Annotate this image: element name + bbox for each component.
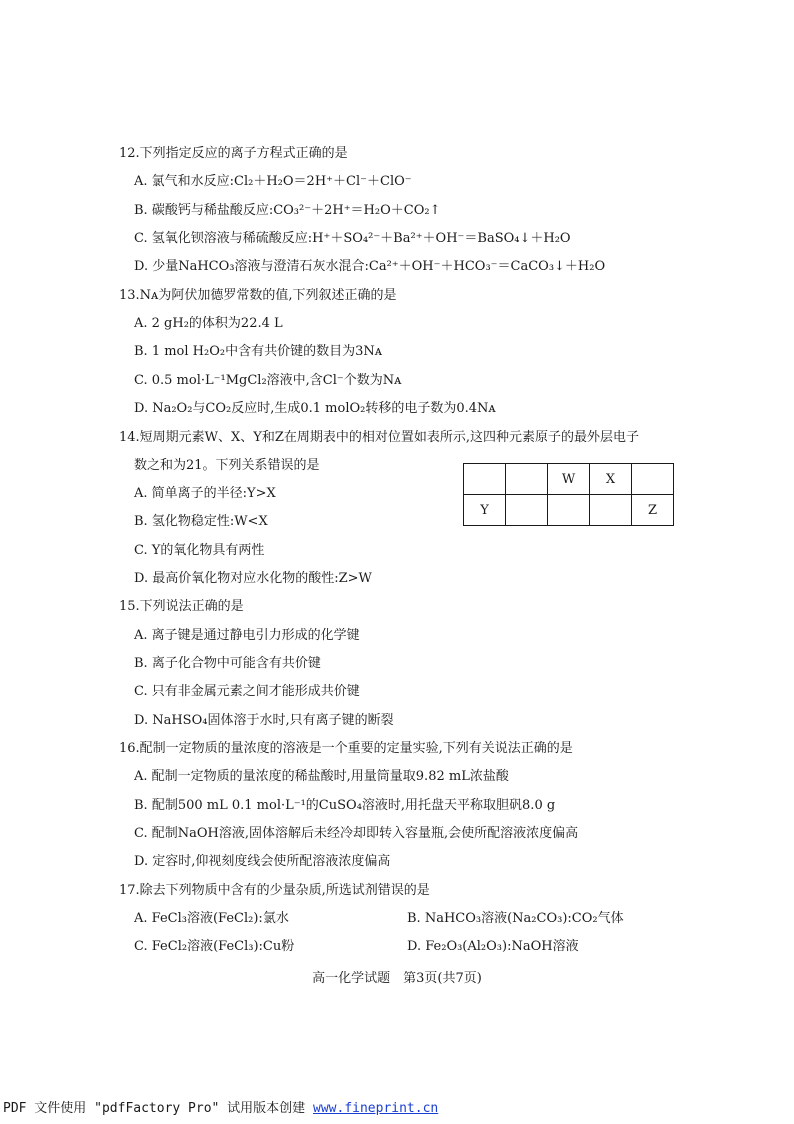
q15-option-b: B. 离子化合物中可能含有共价键	[134, 656, 321, 671]
q16-option-a: A. 配制一定物质的量浓度的稀盐酸时,用量筒量取9.82 mL浓盐酸	[134, 769, 509, 784]
q15-option-d: D. NaHSO₄固体溶于水时,只有离子键的断裂	[134, 713, 394, 728]
q17-option-a: A. FeCl₃溶液(FeCl₂):氯水	[134, 911, 289, 926]
q13-option-a: A. 2 gH₂的体积为22.4 L	[134, 316, 283, 331]
pdf-generator-note	[3, 1097, 438, 1116]
q12-option-a: A. 氯气和水反应:Cl₂＋H₂O＝2H⁺＋Cl⁻＋ClO⁻	[134, 174, 412, 189]
q14-stem-line2: 数之和为21。下列关系错误的是	[134, 458, 320, 473]
q14-option-c: C. Y的氧化物具有两性	[134, 543, 265, 558]
q12-option-d: D. 少量NaHCO₃溶液与澄清石灰水混合:Ca²⁺＋OH⁻＋HCO₃⁻＝CaCO₃↓＋H₂O	[134, 259, 606, 274]
q13-option-b: B. 1 mol H₂O₂中含有共价键的数目为3Nᴀ	[134, 344, 383, 359]
q16-option-d: D. 定容时,仰视刻度线会使所配溶液浓度偏高	[134, 854, 391, 869]
q17-option-d: D. Fe₂O₃(Al₂O₃):NaOH溶液	[407, 939, 579, 954]
table-cell: Y	[464, 495, 506, 526]
table-cell: X	[590, 464, 632, 495]
q16-option-b: B. 配制500 mL 0.1 mol·L⁻¹的CuSO₄溶液时,用托盘天平称取胆矾8.0 g	[134, 798, 556, 813]
q12-option-b: B. 碳酸钙与稀盐酸反应:CO₃²⁻＋2H⁺＝H₂O＋CO₂↑	[134, 203, 441, 218]
table-row	[464, 464, 674, 495]
table-row	[464, 495, 674, 526]
page-footer: 高一化学试题 第3页(共7页)	[312, 971, 482, 986]
q12-stem: 12.下列指定反应的离子方程式正确的是	[119, 146, 348, 161]
q15-stem: 15.下列说法正确的是	[119, 599, 244, 614]
table-cell	[590, 495, 632, 526]
pdf-note-text: PDF 文件使用 "pdfFactory Pro" 试用版本创建	[3, 1101, 314, 1116]
q15-option-a: A. 离子键是通过静电引力形成的化学键	[134, 628, 360, 643]
q17-stem: 17.除去下列物质中含有的少量杂质,所选试剂错误的是	[119, 883, 430, 898]
q15-option-c: C. 只有非金属元素之间才能形成共价键	[134, 684, 360, 699]
q17-option-c: C. FeCl₂溶液(FeCl₃):Cu粉	[134, 939, 295, 954]
table-cell: W	[548, 464, 590, 495]
q14-option-a: A. 简单离子的半径:Y>X	[134, 486, 276, 501]
periodic-position-table	[463, 463, 674, 526]
q16-option-c: C. 配制NaOH溶液,固体溶解后未经冷却即转入容量瓶,会使所配溶液浓度偏高	[134, 826, 579, 841]
q13-option-c: C. 0.5 mol·L⁻¹MgCl₂溶液中,含Cl⁻个数为Nᴀ	[134, 373, 402, 388]
q12-option-c: C. 氢氧化钡溶液与稀硫酸反应:H⁺＋SO₄²⁻＋Ba²⁺＋OH⁻＝BaSO₄↓＋H₂O	[134, 231, 571, 246]
q14-option-d: D. 最高价氧化物对应水化物的酸性:Z>W	[134, 571, 372, 586]
table-cell	[506, 495, 548, 526]
q13-stem: 13.Nᴀ为阿伏加德罗常数的值,下列叙述正确的是	[119, 288, 397, 303]
table-cell	[548, 495, 590, 526]
fineprint-link[interactable]: www.fineprint.cn	[313, 1101, 439, 1116]
q14-stem-line1: 14.短周期元素W、X、Y和Z在周期表中的相对位置如表所示,这四种元素原子的最外层电子	[119, 430, 640, 445]
q13-option-d: D. Na₂O₂与CO₂反应时,生成0.1 molO₂转移的电子数为0.4Nᴀ	[134, 401, 496, 416]
table-cell	[632, 464, 674, 495]
table-cell: Z	[632, 495, 674, 526]
table-cell	[506, 464, 548, 495]
table-cell	[464, 464, 506, 495]
q17-option-b: B. NaHCO₃溶液(Na₂CO₃):CO₂气体	[407, 911, 624, 926]
q14-option-b: B. 氢化物稳定性:W<X	[134, 514, 268, 529]
q16-stem: 16.配制一定物质的量浓度的溶液是一个重要的定量实验,下列有关说法正确的是	[119, 741, 573, 756]
